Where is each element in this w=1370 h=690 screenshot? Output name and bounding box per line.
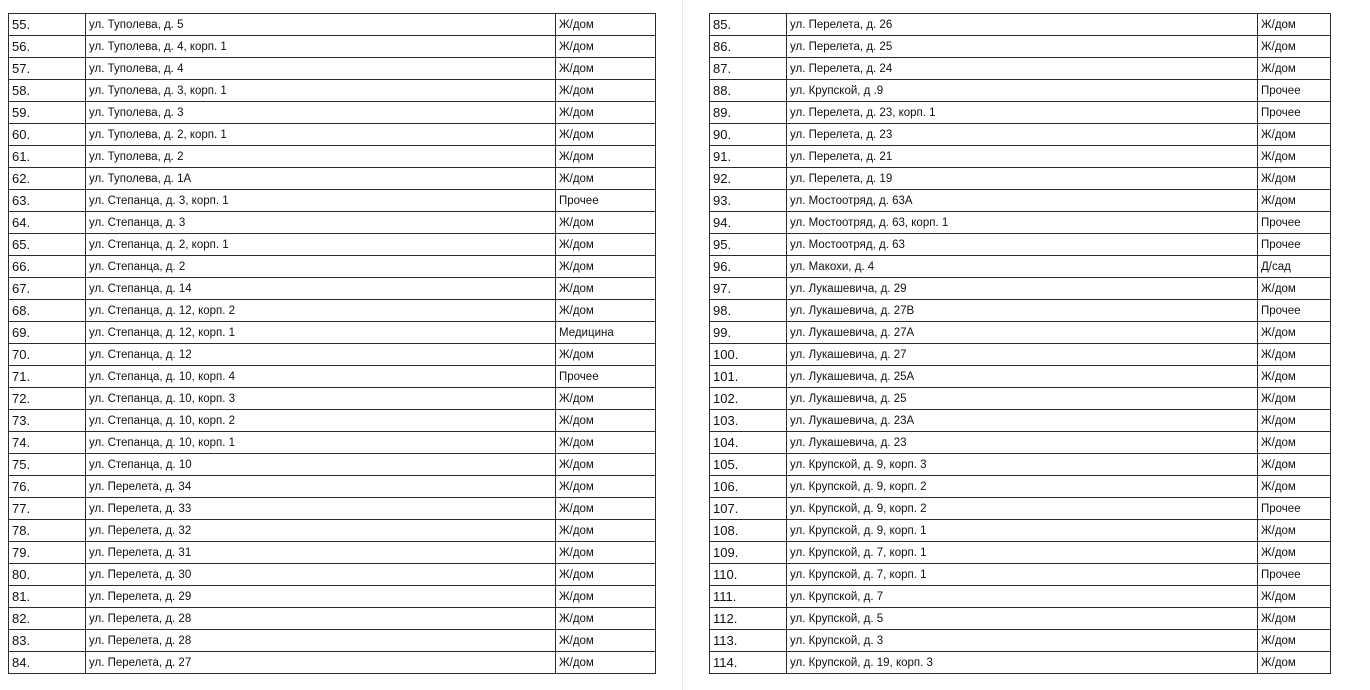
row-type: Ж/дом (556, 630, 656, 652)
table-row (9, 366, 656, 388)
row-number: 113. (710, 630, 787, 652)
row-address: ул. Степанца, д. 12, корп. 1 (86, 322, 556, 344)
row-number: 85. (710, 14, 787, 36)
row-type: Ж/дом (1258, 432, 1331, 454)
table-row (9, 234, 656, 256)
row-number: 112. (710, 608, 787, 630)
row-number: 65. (9, 234, 86, 256)
table-row (9, 454, 656, 476)
row-number: 111. (710, 586, 787, 608)
row-number: 95. (710, 234, 787, 256)
table-row (9, 410, 656, 432)
row-address: ул. Крупской, д. 9, корп. 2 (787, 476, 1258, 498)
table-row (9, 520, 656, 542)
row-type: Ж/дом (556, 542, 656, 564)
row-number: 86. (710, 36, 787, 58)
table-row (9, 58, 656, 80)
row-address: ул. Крупской, д. 19, корп. 3 (787, 652, 1258, 674)
row-type: Ж/дом (1258, 586, 1331, 608)
table-row (9, 498, 656, 520)
table-row (9, 630, 656, 652)
row-type: Прочее (556, 190, 656, 212)
row-type: Ж/дом (1258, 520, 1331, 542)
table-row (710, 124, 1331, 146)
row-address: ул. Крупской, д. 3 (787, 630, 1258, 652)
row-type: Ж/дом (1258, 168, 1331, 190)
row-type: Ж/дом (1258, 322, 1331, 344)
row-type: Ж/дом (1258, 344, 1331, 366)
table-row (9, 564, 656, 586)
table-row (9, 124, 656, 146)
row-number: 105. (710, 454, 787, 476)
row-address: ул. Крупской, д. 7, корп. 1 (787, 542, 1258, 564)
row-number: 88. (710, 80, 787, 102)
table-row (710, 168, 1331, 190)
row-number: 82. (9, 608, 86, 630)
row-number: 63. (9, 190, 86, 212)
table-row (710, 300, 1331, 322)
row-address: ул. Перелета, д. 31 (86, 542, 556, 564)
row-address: ул. Туполева, д. 3 (86, 102, 556, 124)
row-address: ул. Туполева, д. 1А (86, 168, 556, 190)
row-type: Ж/дом (1258, 366, 1331, 388)
row-number: 70. (9, 344, 86, 366)
row-number: 79. (9, 542, 86, 564)
row-address: ул. Перелета, д. 30 (86, 564, 556, 586)
row-type: Ж/дом (1258, 124, 1331, 146)
row-number: 101. (710, 366, 787, 388)
row-number: 66. (9, 256, 86, 278)
table-row (710, 36, 1331, 58)
table-row (710, 366, 1331, 388)
row-number: 59. (9, 102, 86, 124)
row-address: ул. Лукашевича, д. 23А (787, 410, 1258, 432)
table-row (710, 146, 1331, 168)
row-number: 110. (710, 564, 787, 586)
table-row (710, 212, 1331, 234)
row-number: 102. (710, 388, 787, 410)
row-number: 73. (9, 410, 86, 432)
row-number: 94. (710, 212, 787, 234)
row-address: ул. Перелета, д. 23 (787, 124, 1258, 146)
table-row (9, 300, 656, 322)
table-row (710, 652, 1331, 674)
row-number: 64. (9, 212, 86, 234)
row-type: Ж/дом (556, 168, 656, 190)
table-row (9, 652, 656, 674)
table-row (9, 14, 656, 36)
row-number: 58. (9, 80, 86, 102)
table-row (9, 586, 656, 608)
row-number: 96. (710, 256, 787, 278)
row-number: 60. (9, 124, 86, 146)
row-number: 72. (9, 388, 86, 410)
table-row (710, 234, 1331, 256)
row-address: ул. Лукашевича, д. 25А (787, 366, 1258, 388)
row-address: ул. Перелета, д. 27 (86, 652, 556, 674)
table-row (710, 564, 1331, 586)
row-type: Ж/дом (556, 344, 656, 366)
row-address: ул. Перелета, д. 28 (86, 630, 556, 652)
table-row (710, 58, 1331, 80)
row-number: 100. (710, 344, 787, 366)
table-row (710, 388, 1331, 410)
row-type: Ж/дом (1258, 476, 1331, 498)
row-type: Ж/дом (1258, 652, 1331, 674)
row-number: 92. (710, 168, 787, 190)
row-number: 69. (9, 322, 86, 344)
row-number: 89. (710, 102, 787, 124)
row-number: 97. (710, 278, 787, 300)
row-address: ул. Перелета, д. 33 (86, 498, 556, 520)
table-row (710, 520, 1331, 542)
table-row (9, 256, 656, 278)
row-address: ул. Лукашевича, д. 29 (787, 278, 1258, 300)
row-number: 57. (9, 58, 86, 80)
row-address: ул. Туполева, д. 4, корп. 1 (86, 36, 556, 58)
row-address: ул. Перелета, д. 19 (787, 168, 1258, 190)
row-type: Ж/дом (1258, 190, 1331, 212)
row-type: Ж/дом (556, 14, 656, 36)
row-address: ул. Степанца, д. 10 (86, 454, 556, 476)
row-address: ул. Степанца, д. 3, корп. 1 (86, 190, 556, 212)
table-row (9, 80, 656, 102)
row-type: Ж/дом (1258, 608, 1331, 630)
row-address: ул. Степанца, д. 2 (86, 256, 556, 278)
row-type: Ж/дом (556, 608, 656, 630)
row-number: 68. (9, 300, 86, 322)
page-divider (682, 0, 683, 690)
table-row (710, 410, 1331, 432)
row-address: ул. Степанца, д. 10, корп. 1 (86, 432, 556, 454)
row-address: ул. Перелета, д. 21 (787, 146, 1258, 168)
row-address: ул. Степанца, д. 14 (86, 278, 556, 300)
row-address: ул. Лукашевича, д. 27В (787, 300, 1258, 322)
row-type: Ж/дом (556, 410, 656, 432)
row-number: 61. (9, 146, 86, 168)
row-type: Прочее (1258, 498, 1331, 520)
row-address: ул. Лукашевича, д. 25 (787, 388, 1258, 410)
row-address: ул. Лукашевича, д. 27 (787, 344, 1258, 366)
row-number: 75. (9, 454, 86, 476)
row-type: Ж/дом (556, 80, 656, 102)
row-type: Ж/дом (556, 146, 656, 168)
row-number: 84. (9, 652, 86, 674)
table-row (710, 476, 1331, 498)
table-row (710, 586, 1331, 608)
row-address: ул. Туполева, д. 5 (86, 14, 556, 36)
row-address: ул. Степанца, д. 3 (86, 212, 556, 234)
row-address: ул. Крупской, д. 9, корп. 3 (787, 454, 1258, 476)
row-number: 62. (9, 168, 86, 190)
row-number: 56. (9, 36, 86, 58)
row-type: Ж/дом (556, 520, 656, 542)
table-row (710, 190, 1331, 212)
table-row (710, 102, 1331, 124)
row-address: ул. Степанца, д. 12, корп. 2 (86, 300, 556, 322)
row-type: Ж/дом (556, 432, 656, 454)
row-number: 93. (710, 190, 787, 212)
row-type: Ж/дом (556, 388, 656, 410)
row-number: 104. (710, 432, 787, 454)
row-address: ул. Перелета, д. 25 (787, 36, 1258, 58)
table-row (9, 322, 656, 344)
table-row (710, 454, 1331, 476)
row-type: Ж/дом (556, 58, 656, 80)
table-row (710, 80, 1331, 102)
row-type: Ж/дом (1258, 630, 1331, 652)
row-address: ул. Перелета, д. 28 (86, 608, 556, 630)
table-row (9, 388, 656, 410)
row-address: ул. Перелета, д. 24 (787, 58, 1258, 80)
row-type: Прочее (1258, 102, 1331, 124)
row-type: Ж/дом (1258, 146, 1331, 168)
row-number: 90. (710, 124, 787, 146)
row-address: ул. Мостоотряд, д. 63, корп. 1 (787, 212, 1258, 234)
row-address: ул. Лукашевича, д. 27А (787, 322, 1258, 344)
address-table-right (709, 13, 1331, 674)
row-type: Ж/дом (556, 586, 656, 608)
row-type: Ж/дом (556, 454, 656, 476)
table-row (9, 542, 656, 564)
row-number: 80. (9, 564, 86, 586)
table-row (710, 498, 1331, 520)
row-address: ул. Перелета, д. 34 (86, 476, 556, 498)
row-type: Ж/дом (556, 564, 656, 586)
row-address: ул. Степанца, д. 2, корп. 1 (86, 234, 556, 256)
row-type: Ж/дом (556, 498, 656, 520)
row-number: 103. (710, 410, 787, 432)
row-type: Прочее (1258, 300, 1331, 322)
row-type: Ж/дом (1258, 36, 1331, 58)
row-type: Медицина (556, 322, 656, 344)
row-number: 55. (9, 14, 86, 36)
row-address: ул. Перелета, д. 23, корп. 1 (787, 102, 1258, 124)
row-type: Прочее (1258, 80, 1331, 102)
row-number: 91. (710, 146, 787, 168)
row-address: ул. Туполева, д. 2 (86, 146, 556, 168)
row-type: Ж/дом (1258, 58, 1331, 80)
table-row (710, 608, 1331, 630)
row-type: Прочее (1258, 564, 1331, 586)
row-address: ул. Крупской, д. 7 (787, 586, 1258, 608)
row-type: Ж/дом (1258, 14, 1331, 36)
row-type: Ж/дом (556, 476, 656, 498)
row-type: Ж/дом (1258, 410, 1331, 432)
table-row (9, 212, 656, 234)
table-row (9, 432, 656, 454)
row-number: 77. (9, 498, 86, 520)
table-row (710, 256, 1331, 278)
row-address: ул. Макохи, д. 4 (787, 256, 1258, 278)
row-number: 83. (9, 630, 86, 652)
row-number: 74. (9, 432, 86, 454)
row-address: ул. Мостоотряд, д. 63 (787, 234, 1258, 256)
row-type: Ж/дом (1258, 542, 1331, 564)
row-address: ул. Крупской, д. 9, корп. 2 (787, 498, 1258, 520)
row-address: ул. Перелета, д. 29 (86, 586, 556, 608)
row-type: Ж/дом (1258, 388, 1331, 410)
row-address: ул. Степанца, д. 10, корп. 2 (86, 410, 556, 432)
row-number: 78. (9, 520, 86, 542)
table-row (9, 190, 656, 212)
row-address: ул. Туполева, д. 4 (86, 58, 556, 80)
row-type: Ж/дом (556, 36, 656, 58)
row-address: ул. Крупской, д. 7, корп. 1 (787, 564, 1258, 586)
row-type: Ж/дом (556, 124, 656, 146)
table-row (710, 542, 1331, 564)
row-address: ул. Туполева, д. 2, корп. 1 (86, 124, 556, 146)
row-address: ул. Крупской, д .9 (787, 80, 1258, 102)
row-address: ул. Степанца, д. 10, корп. 4 (86, 366, 556, 388)
row-address: ул. Степанца, д. 12 (86, 344, 556, 366)
row-address: ул. Туполева, д. 3, корп. 1 (86, 80, 556, 102)
table-row (710, 344, 1331, 366)
address-table-left (8, 13, 656, 674)
row-number: 99. (710, 322, 787, 344)
row-type: Ж/дом (556, 256, 656, 278)
row-number: 71. (9, 366, 86, 388)
table-row (710, 432, 1331, 454)
row-type: Прочее (1258, 212, 1331, 234)
row-address: ул. Крупской, д. 5 (787, 608, 1258, 630)
row-number: 67. (9, 278, 86, 300)
row-number: 114. (710, 652, 787, 674)
row-type: Ж/дом (556, 300, 656, 322)
row-address: ул. Степанца, д. 10, корп. 3 (86, 388, 556, 410)
row-number: 108. (710, 520, 787, 542)
table-row (710, 630, 1331, 652)
table-row (710, 278, 1331, 300)
table-row (9, 608, 656, 630)
row-type: Ж/дом (1258, 454, 1331, 476)
row-type: Ж/дом (556, 278, 656, 300)
table-row (9, 344, 656, 366)
row-number: 87. (710, 58, 787, 80)
table-row (710, 322, 1331, 344)
row-type: Д/сад (1258, 256, 1331, 278)
row-address: ул. Мостоотряд, д. 63А (787, 190, 1258, 212)
table-row (9, 146, 656, 168)
row-type: Ж/дом (556, 652, 656, 674)
row-address: ул. Перелета, д. 32 (86, 520, 556, 542)
row-number: 76. (9, 476, 86, 498)
row-address: ул. Перелета, д. 26 (787, 14, 1258, 36)
row-number: 81. (9, 586, 86, 608)
row-type: Ж/дом (556, 212, 656, 234)
table-row (9, 168, 656, 190)
row-type: Прочее (556, 366, 656, 388)
table-row (9, 476, 656, 498)
row-type: Ж/дом (556, 234, 656, 256)
table-row (9, 36, 656, 58)
table-row (710, 14, 1331, 36)
row-type: Ж/дом (1258, 278, 1331, 300)
row-number: 109. (710, 542, 787, 564)
table-row (9, 278, 656, 300)
row-number: 107. (710, 498, 787, 520)
row-number: 98. (710, 300, 787, 322)
row-type: Ж/дом (556, 102, 656, 124)
row-number: 106. (710, 476, 787, 498)
row-address: ул. Крупской, д. 9, корп. 1 (787, 520, 1258, 542)
row-address: ул. Лукашевича, д. 23 (787, 432, 1258, 454)
table-row (9, 102, 656, 124)
row-type: Прочее (1258, 234, 1331, 256)
